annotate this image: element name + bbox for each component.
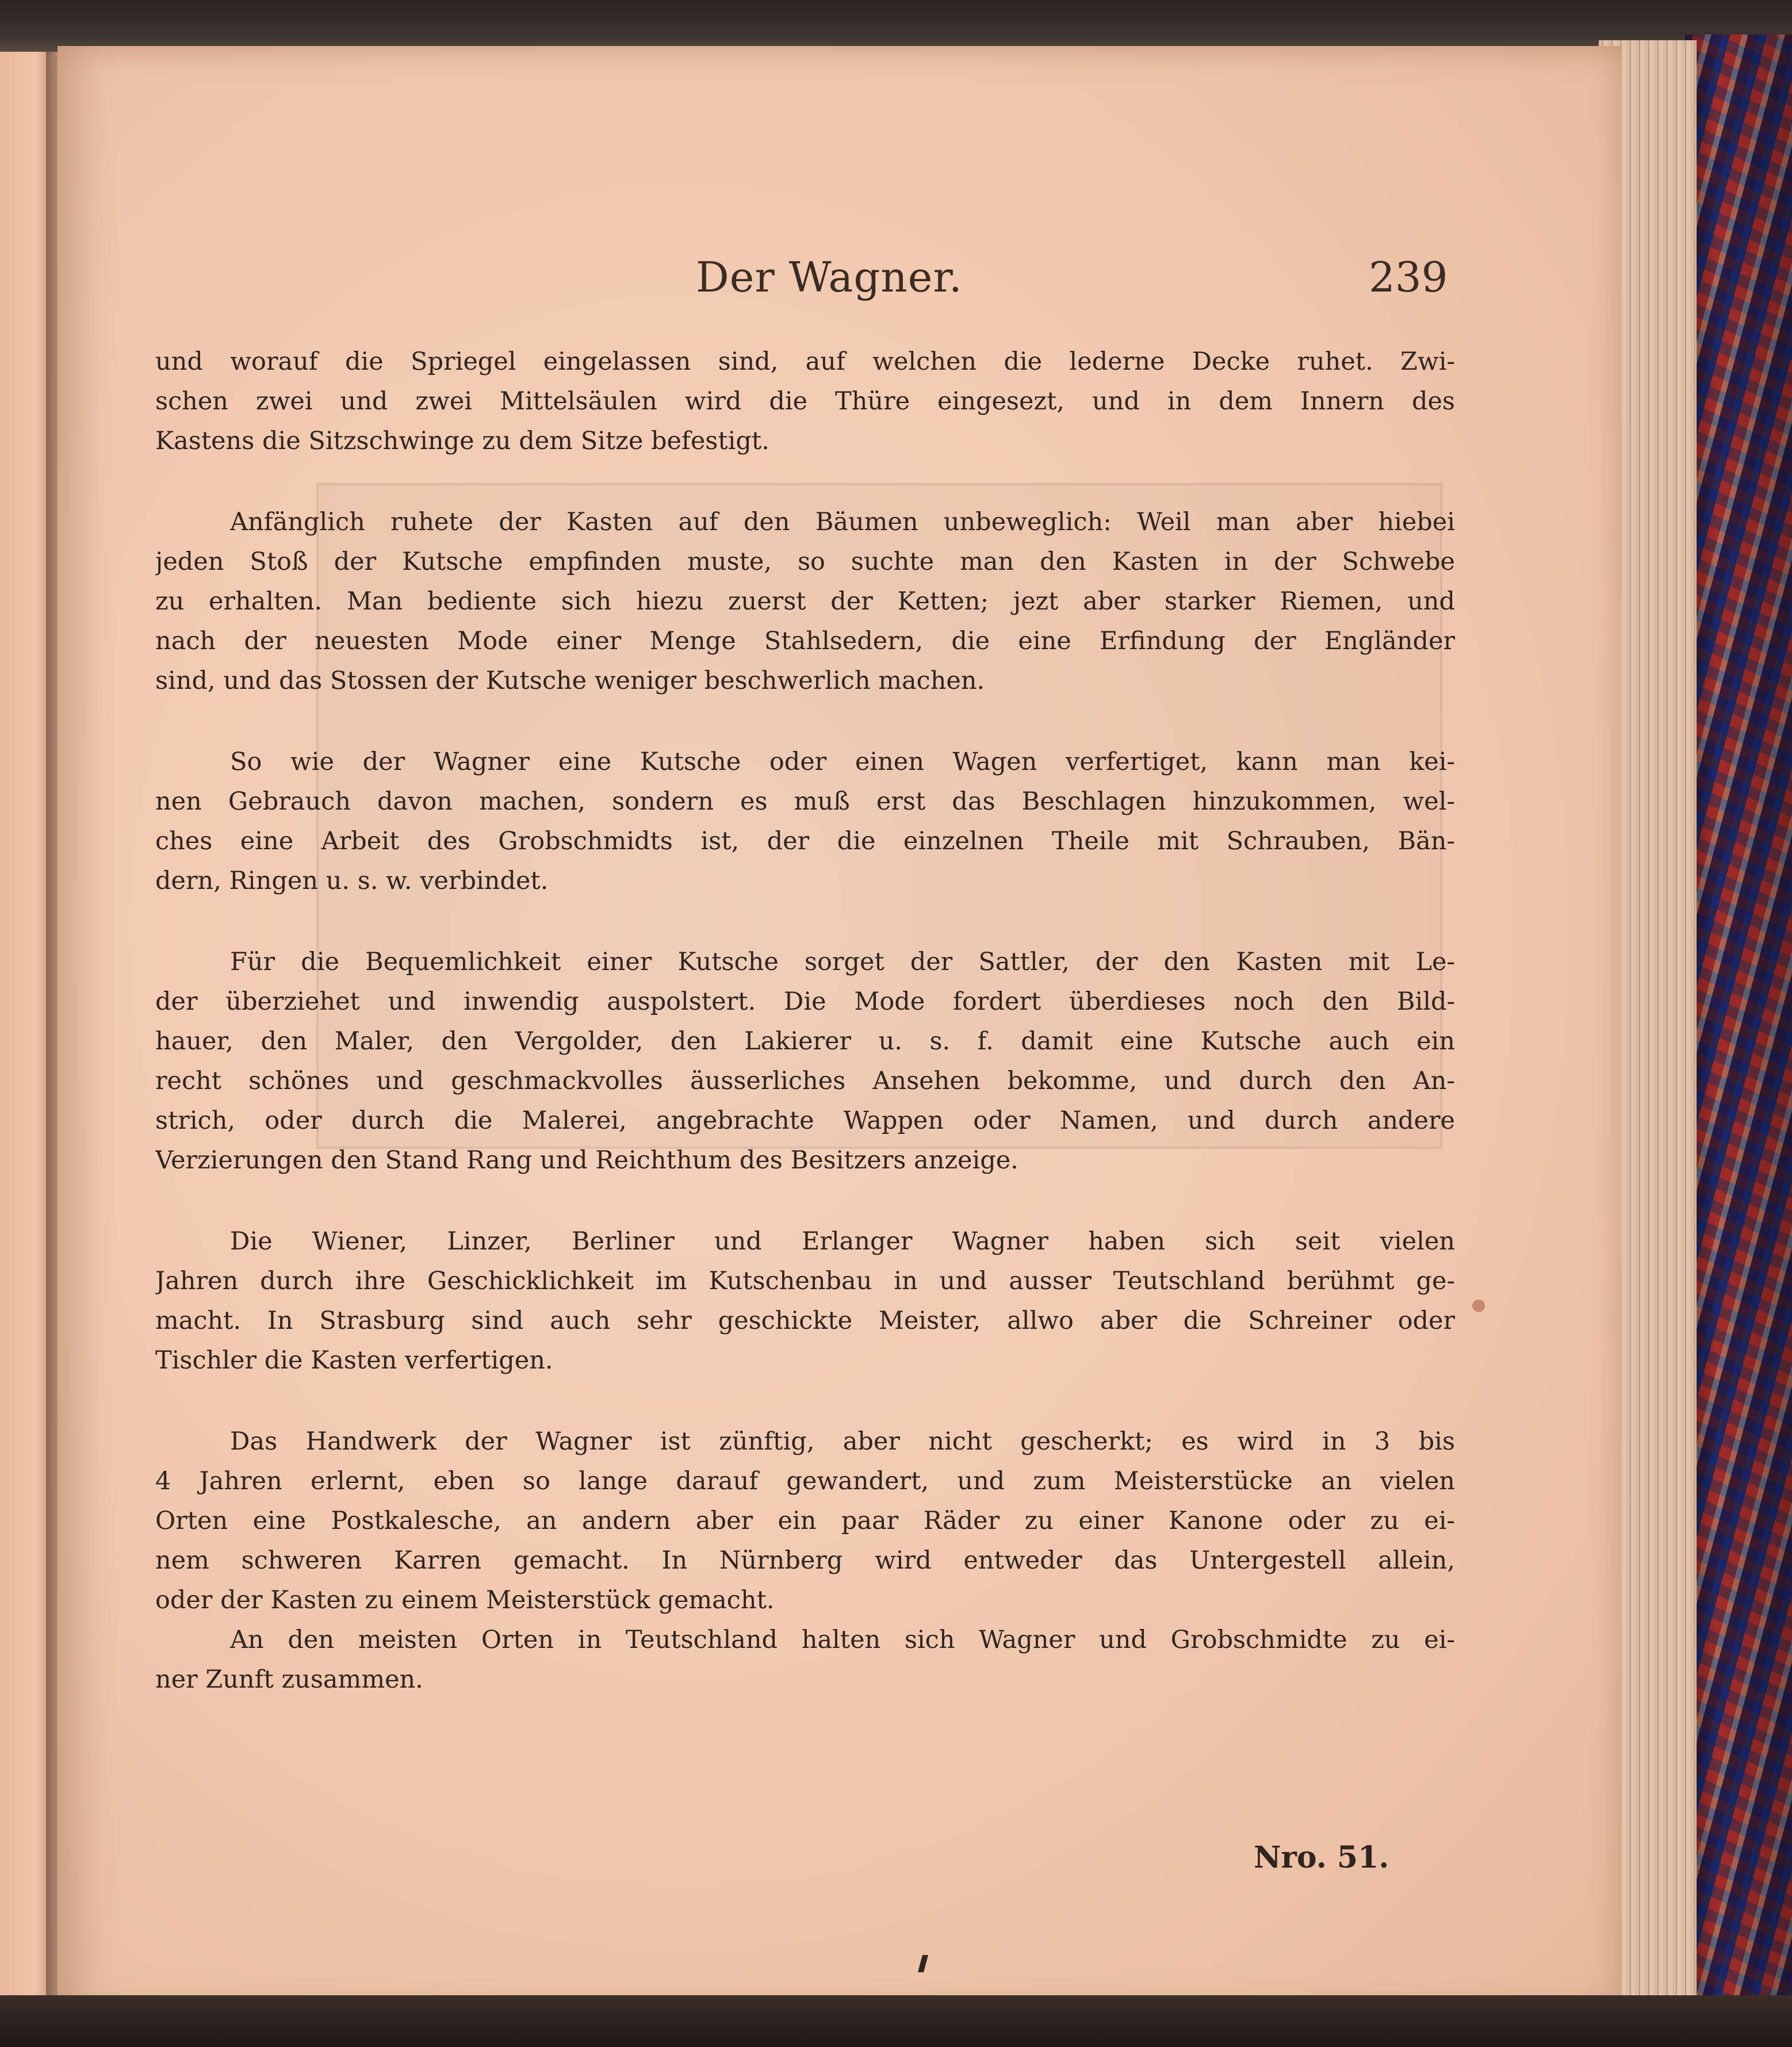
- text-line: schen zwei und zwei Mittelsäulen wird die Thüre eingesezt, und in dem Innern des: [155, 387, 1455, 416]
- text-line: Tischler die Kasten verfertigen.: [155, 1346, 553, 1375]
- text-line: So wie der Wagner eine Kutsche oder einen Wagen verfertiget, kann man kei-: [230, 747, 1455, 776]
- text-line: hauer, den Maler, den Vergolder, den Lakierer u. s. f. damit eine Kutsche auch ein: [155, 1027, 1455, 1056]
- text-line: Verzierungen den Stand Rang und Reichthum des Besitzers anzeige.: [155, 1146, 1018, 1175]
- text-line: ner Zunft zusammen.: [155, 1665, 423, 1694]
- text-line: An den meisten Orten in Teutschland halten sich Wagner und Grobschmidte zu ei-: [230, 1626, 1455, 1654]
- text-line: strich, oder durch die Malerei, angebrachte Wappen oder Namen, und durch andere: [155, 1106, 1455, 1135]
- text-line: Das Handwerk der Wagner ist zünftig, aber nicht gescherkt; es wird in 3 bis: [230, 1427, 1455, 1456]
- text-line: jeden Stoß der Kutsche empfinden muste, so suchte man den Kasten in der Schwebe: [155, 547, 1455, 576]
- text-line: der überziehet und inwendig auspolstert. Die Mode fordert überdieses noch den Bild-: [155, 987, 1455, 1016]
- book-cover-top: [0, 0, 1792, 52]
- text-line: oder der Kasten zu einem Meisterstück gemacht.: [155, 1586, 775, 1615]
- paper-stain: [1472, 1300, 1485, 1312]
- text-line: zu erhalten. Man bediente sich hiezu zuerst der Ketten; jezt aber starker Riemen, und: [155, 587, 1455, 616]
- left-facing-page: [0, 52, 52, 1995]
- text-line: recht schönes und geschmackvolles äusserliches Ansehen bekomme, und durch den An-: [155, 1067, 1455, 1095]
- text-line: nach der neuesten Mode einer Menge Stahlsedern, die eine Erfindung der Engländer: [155, 627, 1455, 656]
- text-line: Jahren durch ihre Geschicklichkeit im Kutschenbau in und ausser Teutschland berühmt ge-: [155, 1267, 1455, 1295]
- text-line: sind, und das Stossen der Kutsche weniger beschwerlich machen.: [155, 666, 985, 695]
- text-line: nem schweren Karren gemacht. In Nürnberg wird entweder das Untergestell allein,: [155, 1546, 1455, 1575]
- marbled-edge-shade: [1685, 34, 1792, 2024]
- text-line: Die Wiener, Linzer, Berliner und Erlanger Wagner haben sich seit vielen: [230, 1227, 1455, 1256]
- page-header-title: Der Wagner.: [696, 253, 963, 301]
- text-line: Anfänglich ruhete der Kasten auf den Bäumen unbeweglich: Weil man aber hiebei: [230, 508, 1455, 536]
- book-cover-bottom: [0, 1995, 1792, 2047]
- text-line: und worauf die Spriegel eingelassen sind, auf welchen die lederne Decke ruhet. Zwi-: [155, 347, 1455, 376]
- page-number: 239: [1369, 253, 1448, 301]
- text-line: Für die Bequemlichkeit einer Kutsche sorget der Sattler, der den Kasten mit Le-: [230, 948, 1455, 976]
- text-line: Orten eine Postkalesche, an andern aber ein paar Räder zu einer Kanone oder zu ei-: [155, 1506, 1455, 1535]
- text-line: dern, Ringen u. s. w. verbindet.: [155, 867, 549, 895]
- text-line: Kastens die Sitzschwinge zu dem Sitze befestigt.: [155, 427, 769, 455]
- text-line: macht. In Strasburg sind auch sehr geschickte Meister, allwo aber die Schreiner oder: [155, 1306, 1455, 1335]
- text-line: ches eine Arbeit des Grobschmidts ist, der die einzelnen Theile mit Schrauben, Bän-: [155, 827, 1455, 856]
- text-line: nen Gebrauch davon machen, sondern es muß erst das Beschlagen hinzukommen, wel-: [155, 787, 1455, 816]
- text-line: 4 Jahren erlernt, eben so lange darauf gewandert, und zum Meisterstücke an vielen: [155, 1467, 1455, 1496]
- page-body: [155, 342, 1455, 1700]
- signature-mark: Nro. 51.: [1254, 1840, 1389, 1875]
